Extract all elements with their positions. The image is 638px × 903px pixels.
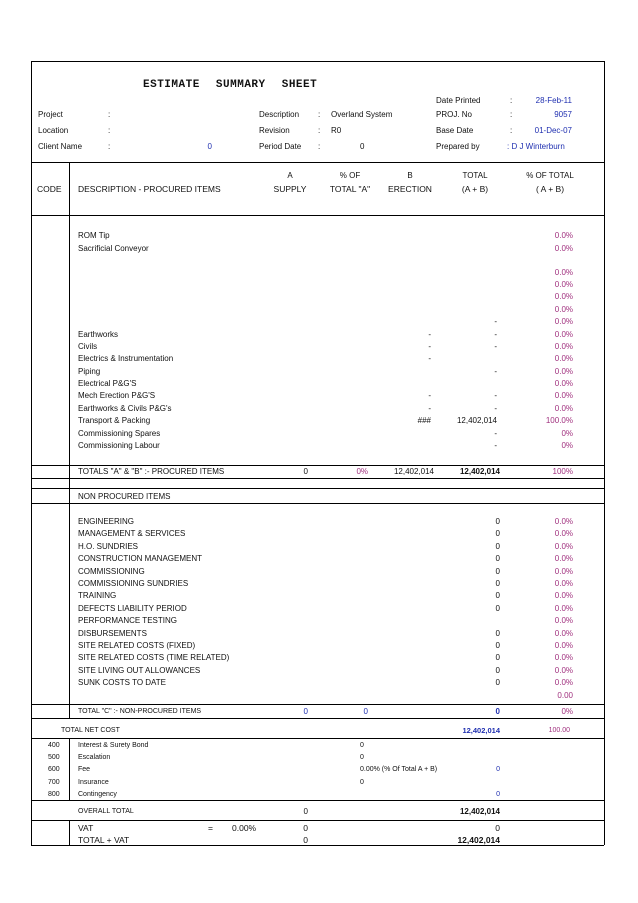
procured-item-name: Commissioning Labour [78,441,160,450]
non-procured-item-pct: 0.0% [554,529,573,539]
total-c-label: TOTAL "C" :- NON-PROCURED ITEMS [78,708,202,715]
non-procured-item-name: COMMISSIONING [78,566,145,576]
vat-equals: = [208,823,213,833]
procured-item-pct: 0.0% [554,317,573,326]
code-column-divider [69,162,70,718]
col-total-top: TOTAL [462,171,488,180]
extra-item-value: 0 [360,754,364,762]
procured-item-pct: 0.0% [554,305,573,314]
description-label: Description [259,110,300,119]
procured-item-pct: 0.0% [554,342,573,351]
non-procured-item-name: CONSTRUCTION MANAGEMENT [78,554,202,564]
rule-totals-bottom [31,478,604,479]
non-procured-item-total: 0 [495,641,500,650]
extra-item-value: 0.00% (% Of Total A + B) [360,766,438,774]
extra-item-value: 0 [360,742,364,749]
procured-item-total: 12,402,014 [456,416,497,425]
non-procured-item-pct: 0.0% [554,678,573,688]
totals-ab-total: 12,402,014 [459,467,500,476]
procured-item-erection: ### [417,416,431,425]
total-c-pct: 0% [561,707,573,716]
col-b-bottom: ERECTION [388,184,432,194]
non-procured-item-pct: 0.0% [554,665,573,675]
procured-item-pct: 0.0% [554,280,573,289]
procured-item-total: - [494,342,497,351]
non-procured-item-name: SITE LIVING OUT ALLOWANCES [78,665,201,675]
procured-item-name: Electrical P&G'S [78,379,137,388]
frame-left [31,61,32,845]
non-procured-item-name: H.O. SUNDRIES [78,541,139,551]
rule-np-top [31,488,604,489]
date-printed-value: 28-Feb-11 [535,96,572,105]
total-c-a: 0 [303,707,308,716]
extras-code-divider [69,738,70,800]
description-value: Overland System [331,110,393,119]
rule-header-bottom [31,162,604,163]
rule-extras-bottom [31,800,604,801]
non-procured-item-name: DEFECTS LIABILITY PERIOD [78,603,187,613]
procured-item-erection: - [428,391,431,400]
rule-np-bottom [31,503,604,504]
procured-item-name: Commissioning Spares [78,429,161,438]
totals-ab-b: 12,402,014 [393,467,434,476]
procured-item-pct: 0.0% [554,354,573,363]
non-procured-item-name: PERFORMANCE TESTING [78,616,177,626]
col-pct-total-bottom: ( A + B) [535,184,565,194]
procured-item-erection: - [428,404,431,413]
totals-ab-pct-a: 0% [356,467,368,476]
non-procured-item-pct: 0.0% [554,616,573,626]
non-procured-item-pct: 0.0% [554,603,573,613]
prepared-label: Prepared by [436,142,480,151]
revision-label: Revision [259,126,290,135]
col-a-top: A [287,171,293,180]
procured-item-pct: 0.0% [554,292,573,301]
procured-item-name: Piping [78,367,101,376]
non-procured-item-name: SITE RELATED COSTS (TIME RELATED) [78,653,230,663]
totals-ab-pct: 100% [552,467,573,476]
non-procured-item-total: 0 [495,541,500,551]
non-procured-item-total: 0 [495,653,500,663]
location-colon: : [108,126,111,135]
extra-item-code: 500 [48,754,60,762]
procured-item-name: Transport & Packing [78,416,151,425]
extra-item-value: 0 [360,778,364,786]
rule-totalc-bottom [31,718,604,719]
non-procured-item-name: SUNK COSTS TO DATE [78,678,167,688]
total-vat-a: 0 [303,835,308,845]
proj-no-label: PROJ. No [436,110,473,119]
total-net-pct: 100.00 [548,727,570,734]
non-procured-item-name: MANAGEMENT & SERVICES [78,529,186,539]
client-colon: : [108,142,111,151]
date-printed-colon: : [510,96,513,105]
totals-ab-a: 0 [303,467,308,476]
rule-totalc-top [31,704,604,705]
col-description: DESCRIPTION - PROCURED ITEMS [78,184,221,194]
procured-item-pct: 0.0% [554,404,573,413]
procured-item-name: Electrics & Instrumentation [78,354,174,363]
non-procured-item-total: 0 [495,529,500,539]
rule-totals-top [31,465,604,466]
col-b-top: B [407,171,413,180]
col-pct-total-top: % OF TOTAL [526,171,574,180]
sheet-title: ESTIMATE SUMMARY SHEET [143,79,318,91]
non-procured-item-pct: 0.0% [554,566,573,576]
period-colon: : [318,142,321,151]
non-procured-item-total: 0 [495,579,500,588]
non-procured-item-pct: 0.0% [554,591,573,601]
procured-item-erection: - [428,330,431,339]
proj-no-value: 9057 [554,110,572,119]
procured-item-name: Earthworks & Civils P&G's [78,404,172,413]
total-c-total: 0 [495,707,500,716]
prepared-value: : D J Winterburn [507,142,565,151]
non-procured-item-pct: 0.00 [557,690,573,700]
non-procured-item-name: DISBURSEMENTS [78,628,147,638]
vat-rate: 0.00% [232,823,257,833]
procured-item-total: - [494,391,497,400]
non-procured-item-pct: 0.0% [554,517,573,526]
extra-item-name: Contingency [78,790,117,798]
non-procured-item-total: 0 [495,566,500,576]
procured-item-name: Civils [78,342,98,351]
non-procured-item-pct: 0.0% [554,541,573,551]
non-procured-item-total: 0 [495,554,500,564]
total-c-pct-a: 0 [363,707,368,716]
description-colon: : [318,110,321,119]
procured-item-total: - [494,429,497,438]
non-procured-item-name: COMMISSIONING SUNDRIES [78,579,189,588]
procured-item-total: - [494,330,497,339]
total-net-total: 12,402,014 [462,726,500,735]
col-total-bottom: (A + B) [461,184,489,194]
period-value: 0 [360,142,365,151]
non-procured-item-total: 0 [495,628,500,638]
non-procured-item-total: 0 [495,591,500,601]
date-printed-label: Date Printed [436,96,481,105]
procured-item-total: - [494,317,497,326]
overall-label: OVERALL TOTAL [78,808,134,815]
procured-item-pct: 0.0% [554,231,573,240]
frame-top [31,61,604,62]
extra-item-total: 0 [496,790,500,798]
procured-item-pct: 0% [561,429,573,438]
base-date-colon: : [510,126,513,135]
col-pct-a-bottom: TOTAL "A" [329,184,371,194]
vat-code-divider [69,820,70,845]
procured-item-name: ROM Tip [78,231,110,240]
client-label: Client Name [38,142,83,151]
rule-net-bottom [31,738,604,739]
non-procured-item-total: 0 [495,665,500,675]
period-label: Period Date [259,142,302,151]
extra-item-name: Insurance [78,778,109,786]
non-procured-item-pct: 0.0% [554,579,573,588]
project-colon: : [108,110,111,119]
procured-item-pct: 0% [561,441,573,450]
procured-item-pct: 0.0% [554,330,573,339]
non-procured-item-pct: 0.0% [554,641,573,650]
procured-item-name: Mech Erection P&G'S [78,391,156,400]
vat-total: 0 [495,823,500,833]
non-procured-heading: NON PROCURED ITEMS [78,492,171,501]
total-vat-label: TOTAL + VAT [78,835,130,845]
frame-right [604,61,605,845]
revision-colon: : [318,126,321,135]
procured-item-pct: 100.0% [545,416,573,425]
vat-a: 0 [303,823,308,833]
rule-columns-bottom [31,215,604,216]
procured-item-pct: 0.0% [554,268,573,277]
non-procured-item-total: 0 [495,517,500,526]
col-pct-a-top: % OF [339,171,361,180]
procured-item-pct: 0.0% [554,391,573,400]
extra-item-name: Fee [78,766,91,774]
frame-bottom [31,845,604,846]
vat-label: VAT [78,823,94,833]
procured-item-name: Earthworks [78,330,119,339]
extra-item-code: 600 [48,766,60,774]
procured-item-pct: 0.0% [554,367,573,376]
totals-ab-label: TOTALS "A" & "B" :- PROCURED ITEMS [78,467,225,476]
extra-item-name: Escalation [78,754,111,762]
procured-item-erection: - [428,342,431,351]
non-procured-item-pct: 0.0% [554,628,573,638]
procured-item-pct: 0.0% [554,379,573,388]
rule-overall-bottom [31,820,604,821]
col-a-bottom: SUPPLY [273,184,307,194]
col-code: CODE [37,184,62,194]
procured-item-total: - [494,404,497,413]
procured-item-pct: 0.0% [554,244,573,253]
extra-item-name: Interest & Surety Bond [78,742,149,749]
non-procured-item-pct: 0.0% [554,554,573,564]
location-label: Location [38,126,69,135]
overall-a: 0 [303,807,308,816]
non-procured-item-total: 0 [495,603,500,613]
non-procured-item-name: TRAINING [78,591,117,601]
project-label: Project [38,110,63,119]
overall-total: 12,402,014 [459,807,500,816]
non-procured-item-name: SITE RELATED COSTS (FIXED) [78,641,196,650]
procured-item-erection: - [428,354,431,363]
client-value: 0 [207,142,212,151]
base-date-label: Base Date [436,126,474,135]
total-net-label: TOTAL NET COST [61,727,120,734]
extra-item-code: 800 [48,790,60,798]
extra-item-total: 0 [496,766,500,774]
proj-no-colon: : [510,110,513,119]
procured-item-total: - [494,441,497,450]
base-date-value: 01-Dec-07 [534,126,572,135]
procured-item-total: - [494,367,497,376]
revision-value: R0 [331,126,342,135]
procured-item-name: Sacrificial Conveyor [78,244,149,253]
total-vat-total: 12,402,014 [457,835,500,845]
non-procured-item-total: 0 [495,678,500,688]
non-procured-item-name: ENGINEERING [78,517,135,526]
extra-item-code: 400 [48,742,60,749]
extra-item-code: 700 [48,778,60,786]
non-procured-item-pct: 0.0% [554,653,573,663]
